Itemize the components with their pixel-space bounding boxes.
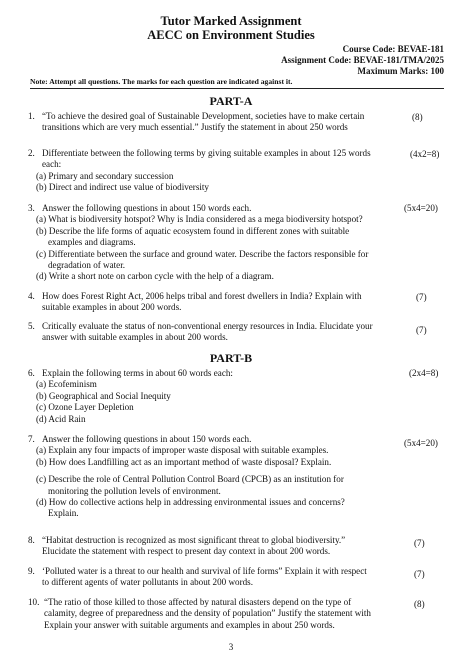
question-1	[28, 111, 408, 134]
question-number: 5.	[28, 321, 35, 331]
question-text: “To achieve the desired goal of Sustainable Development, societies have to make certain	[42, 111, 365, 121]
marks-label: (5x4=20)	[404, 203, 438, 213]
question-text: transitions which are very much essential.” Justify the statement in about 250 words	[42, 122, 348, 133]
page-number: 3	[228, 642, 234, 652]
question-5	[28, 321, 408, 344]
sub-question: (c) Differentiate between the surface and ground water. Describe the factors responsible for	[36, 248, 369, 259]
document-title: Tutor Marked Assignment	[160, 14, 302, 28]
sub-question: (b) Direct and indirect use value of biodiversity	[36, 182, 209, 193]
question-10	[28, 597, 408, 631]
sub-question-continued: degradation of water.	[48, 260, 126, 271]
question-6	[28, 368, 408, 425]
question-text: Critically evaluate the status of non-conventional energy resources in India. Elucidate your	[42, 321, 373, 331]
sub-question: (a) Primary and secondary succession	[36, 170, 174, 181]
question-number: 8.	[28, 535, 35, 545]
marks-label: (2x4=8)	[409, 368, 439, 378]
question-text: How does Forest Right Act, 2006 helps tribal and forest dwellers in India? Explain with	[42, 291, 362, 301]
question-number: 6.	[28, 368, 35, 378]
marks-label: (8)	[414, 599, 425, 609]
question-number: 9.	[28, 566, 35, 576]
question-number: 4.	[28, 291, 35, 301]
marks-label: (8)	[412, 112, 423, 122]
question-text: Answer the following questions in about 150 words each.	[42, 203, 252, 213]
sub-question: (a) Ecofeminism	[36, 379, 97, 390]
sub-question: (d) Write a short note on carbon cycle with the help of a diagram.	[36, 271, 274, 282]
sub-question: (a) Explain any four impacts of improper waste disposal with suitable examples.	[36, 445, 329, 456]
sub-question: (b) How does Landfilling act as an important method of waste disposal? Explain.	[36, 456, 332, 467]
question-text: Elucidate the statement with respect to present day context in about 200 words.	[42, 546, 331, 557]
question-text: answer with suitable examples in about 200 words.	[42, 332, 228, 343]
marks-label: (5x4=20)	[404, 438, 438, 448]
question-text: “Habitat destruction is recognized as most significant threat to global biodiversity.”	[42, 535, 346, 545]
header-divider	[30, 88, 444, 89]
question-text: each:	[42, 159, 62, 170]
question-text: suitable examples in about 200 words.	[42, 302, 182, 313]
question-text: Explain your answer with suitable arguments and examples in about 250 words.	[44, 619, 335, 630]
question-8	[28, 535, 408, 558]
sub-question: (a) What is biodiversity hotspot? Why is India considered as a mega biodiversity hotspot?	[36, 214, 363, 225]
question-number: 1.	[28, 111, 35, 121]
question-9	[28, 566, 408, 589]
question-text: Differentiate between the following terms by giving suitable examples in about 125 words	[42, 148, 371, 158]
marks-label: (4x2=8)	[410, 149, 440, 159]
sub-question-continued: monitoring the pollution levels of environment.	[48, 485, 221, 496]
instructions-note: Note: Attempt all questions. The marks for each question are indicated against it.	[30, 77, 293, 86]
question-number: 7.	[28, 434, 35, 444]
sub-question: (d) Acid Rain	[36, 413, 86, 424]
question-text: Answer the following questions in about 150 words each.	[42, 434, 252, 444]
marks-label: (7)	[414, 538, 425, 548]
sub-question: (b) Geographical and Social Inequity	[36, 390, 171, 401]
question-number: 3.	[28, 203, 35, 213]
marks-label: (7)	[414, 569, 425, 579]
sub-question-continued: Explain.	[48, 508, 79, 519]
assignment-code: Assignment Code: BEVAE-181/TMA/2025	[281, 55, 444, 65]
question-text: “The ratio of those killed to those affected by natural disasters depend on the type of	[44, 597, 352, 607]
question-2	[28, 148, 408, 194]
document-subtitle: AECC on Environment Studies	[147, 28, 315, 42]
question-7	[28, 434, 408, 520]
max-marks: Maximum Marks: 100	[357, 66, 444, 76]
question-3	[28, 203, 408, 283]
question-number: 2.	[28, 148, 35, 158]
question-number: 10.	[28, 597, 40, 607]
marks-label: (7)	[416, 325, 427, 335]
marks-label: (7)	[416, 292, 427, 302]
sub-question: (c) Ozone Layer Depletion	[36, 402, 134, 413]
part-b-heading: PART-B	[209, 351, 253, 365]
sub-question-continued: examples and diagrams.	[48, 237, 136, 248]
part-a-heading: PART-A	[209, 94, 253, 108]
sub-question: (c) Describe the role of Central Pollution Control Board (CPCB) as an institution for	[36, 474, 344, 485]
question-text: ‘Polluted water is a threat to our health and survival of life forms” Explain it with respect	[42, 566, 367, 576]
question-4	[28, 291, 408, 314]
question-text: calamity, degree of preparedness and the density of population” Justify the statement with	[44, 608, 371, 619]
question-text: to different agents of water pollutants in about 200 words.	[42, 577, 253, 588]
question-text: Explain the following terms in about 60 words each:	[42, 368, 233, 378]
course-code: Course Code: BEVAE-181	[342, 44, 444, 54]
sub-question: (b) Describe the life forms of aquatic ecosystem found in different zones with suitable	[36, 225, 350, 236]
sub-question: (d) How do collective actions help in addressing environmental issues and concerns?	[36, 497, 345, 508]
